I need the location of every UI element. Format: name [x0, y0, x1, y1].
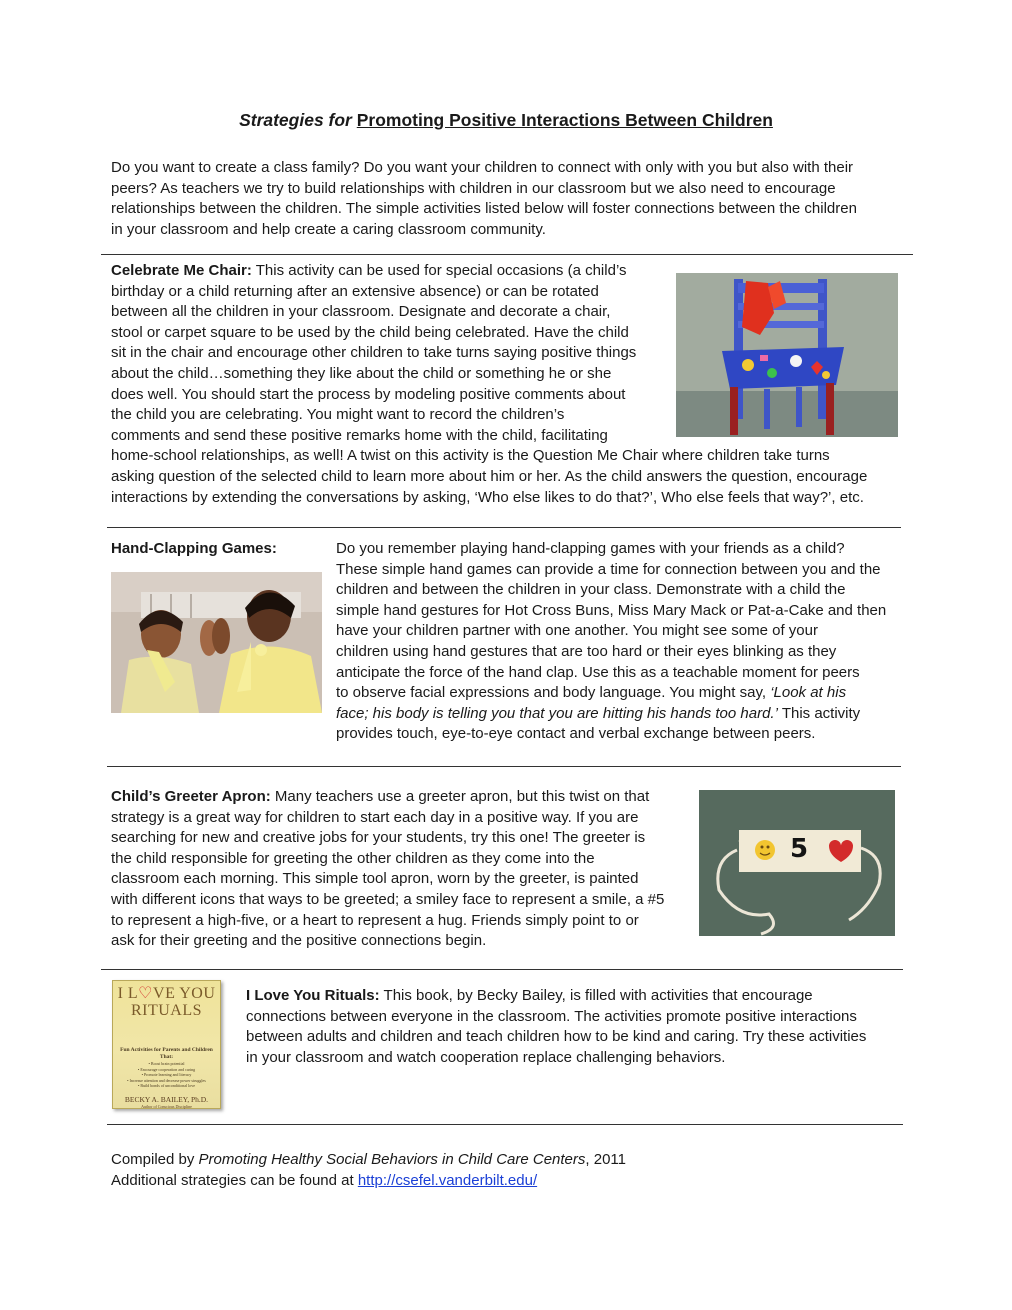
- apron-photo: [699, 790, 895, 936]
- apron-line: to represent a high-five, or a heart to represent a hug. Friends simply point to or: [111, 911, 639, 929]
- intro-line: Do you want to create a class family? Do you want your children to connect with only with you but also with their: [111, 159, 854, 176]
- celebrate-line: asking question of the selected child to learn more about him or her. As the child answers the question, encourage: [111, 467, 868, 485]
- rituals-label: I Love You Rituals:: [246, 987, 380, 1004]
- footer-compiled-line: Compiled by Promoting Healthy Social Behaviors in Child Care Centers, 2011: [111, 1151, 626, 1168]
- apron-line: ask for their greeting and the positive connections begin.: [111, 932, 487, 950]
- handclap-label: Hand-Clapping Games:: [111, 540, 277, 557]
- rituals-section: [246, 986, 906, 1068]
- title-main: Promoting Positive Interactions Between Children: [356, 110, 773, 130]
- handclap-quote: ‘Look at his: [770, 684, 847, 702]
- apron-line: strategy is a great way for children to start each day in a positive way. If you are: [111, 808, 639, 826]
- title-prefix: Strategies for: [239, 110, 352, 130]
- rituals-book-cover: [112, 980, 221, 1109]
- handclap-label-block: [111, 539, 277, 560]
- book-author: BECKY A. BAILEY, Ph.D.: [124, 1094, 209, 1104]
- intro-line: relationships between the children. The simple activities listed below will foster connections between the children: [111, 200, 857, 218]
- handclap-quote: face; his body is telling you that you are hitting his hands too hard.’: [336, 704, 778, 722]
- csefel-link[interactable]: http://csefel.vanderbilt.edu/: [357, 1171, 538, 1189]
- footer-additional-line: Additional strategies can be found at http://csefel.vanderbilt.edu/: [111, 1171, 538, 1189]
- celebrate-chair-photo: [676, 273, 898, 437]
- celebrate-first-line: Celebrate Me Chair: This activity can be used for special occasions (a child’s: [111, 262, 627, 279]
- handclap-line: children using hand gestures that are too hard or their eyes blinking as they: [336, 642, 837, 660]
- apron-first-line: Child’s Greeter Apron: Many teachers use a greeter apron, but this twist on that: [111, 788, 650, 805]
- rituals-line: connections between everyone in the classroom. The activities promote positive interactions: [246, 1007, 857, 1025]
- celebrate-line: the child you are celebrating. You might want to record the children’s: [111, 406, 565, 424]
- handclap-line: have your children partner with one another. You might see some of your: [336, 622, 818, 640]
- handclap-line: children and between the children in your class. Demonstrate with a child the: [336, 581, 846, 599]
- rituals-line: between adults and children and teach children how to be kind and caring. Try these activities: [246, 1028, 867, 1046]
- book-subtitle: Fun Activities for Parents and Children That:: [120, 1047, 213, 1060]
- apron-section: [111, 787, 691, 952]
- footer: [111, 1150, 811, 1191]
- celebrate-label: Celebrate Me Chair:: [111, 262, 252, 279]
- section-divider: [107, 527, 901, 528]
- section-divider: [101, 254, 913, 255]
- book-bullets: • Boost brain potential • Encourage cooperation and caring • Promote learning and literacy • Increase attention and decrease power struggles • Build bonds of unconditional love: [127, 1061, 206, 1088]
- footer-source: Promoting Healthy Social Behaviors in Child Care Centers: [198, 1151, 586, 1168]
- handclap-line: to observe facial expressions and body language. You might say, ‘Look at his: [336, 684, 847, 702]
- heart-icon: ♡: [138, 985, 154, 1002]
- handclap-line: simple hand gestures for Hot Cross Buns, Miss Mary Mack or Pat-a-Cake and then: [336, 601, 887, 619]
- handclap-line: provides touch, eye-to-eye contact and verbal exchange between peers.: [336, 725, 816, 743]
- book-author-sub: Author of Conscious Discipline: [141, 1103, 192, 1109]
- apron-label: Child’s Greeter Apron:: [111, 788, 271, 805]
- apron-line: classroom each morning. This simple tool apron, worn by the greeter, is painted: [111, 870, 639, 888]
- intro-line: in your classroom and help create a caring classroom community.: [111, 220, 546, 238]
- book-title-line2: RITUALS: [130, 1002, 203, 1019]
- apron-line: the child responsible for greeting the other children as they come into the: [111, 849, 595, 867]
- apron-line: searching for new and creative jobs for your students, try this one! The greeter is: [111, 829, 646, 847]
- handclap-line: anticipate the force of the hand clap. Use this as a teachable moment for peers: [336, 663, 860, 681]
- celebrate-line: interactions by extending the conversations by asking, ‘Who else likes to do that?’, Who else feels that way?’, etc.: [111, 488, 864, 506]
- celebrate-line: home-school relationships, as well! A twist on this activity is the Question Me Chair where children take turns: [111, 447, 830, 465]
- section-divider: [107, 766, 901, 767]
- rituals-first-line: I Love You Rituals: This book, by Becky Bailey, is filled with activities that encourage: [246, 987, 813, 1004]
- intro-paragraph: [111, 158, 911, 240]
- rituals-line: in your classroom and watch cooperation replace challenging behaviors.: [246, 1048, 726, 1066]
- section-divider: [107, 1124, 903, 1125]
- celebrate-line: does well. You should start the process by modeling positive comments about: [111, 385, 626, 403]
- handclap-line: face; his body is telling you that you are hitting his hands too hard.’ This activity: [336, 704, 861, 722]
- celebrate-line: birthday or a child returning after an extensive absence) or can be rotated: [111, 282, 599, 300]
- apron-line: with different icons that ways to be greeted; a smiley face to represent a smile, a #5: [111, 890, 665, 908]
- celebrate-line: between all the children in your classroom. Designate and decorate a chair,: [111, 303, 611, 321]
- celebrate-line: stool or carpet square to be used by the child being celebrated. Have the child: [111, 323, 629, 341]
- intro-line: peers? As teachers we try to build relationships with children in our classroom but we also need to encourage: [111, 179, 836, 197]
- celebrate-line: comments and send these positive remarks home with the child, facilitating: [111, 426, 608, 444]
- apron-number: 5: [789, 834, 809, 864]
- celebrate-line: about the child…something they like about the child or something he or she: [111, 364, 612, 382]
- celebrate-line: sit in the chair and encourage other children to take turns saying positive things: [111, 344, 637, 362]
- handclap-photo: [111, 572, 322, 713]
- handclap-line: Do you remember playing hand-clapping games with your friends as a child?: [336, 540, 845, 557]
- handclap-line: These simple hand games can provide a time for connection between you and the: [336, 560, 881, 578]
- section-divider: [101, 969, 903, 970]
- handclap-text: [336, 539, 906, 745]
- page-title: [0, 110, 1012, 131]
- book-title: I L♡VE YOU: [117, 985, 216, 1002]
